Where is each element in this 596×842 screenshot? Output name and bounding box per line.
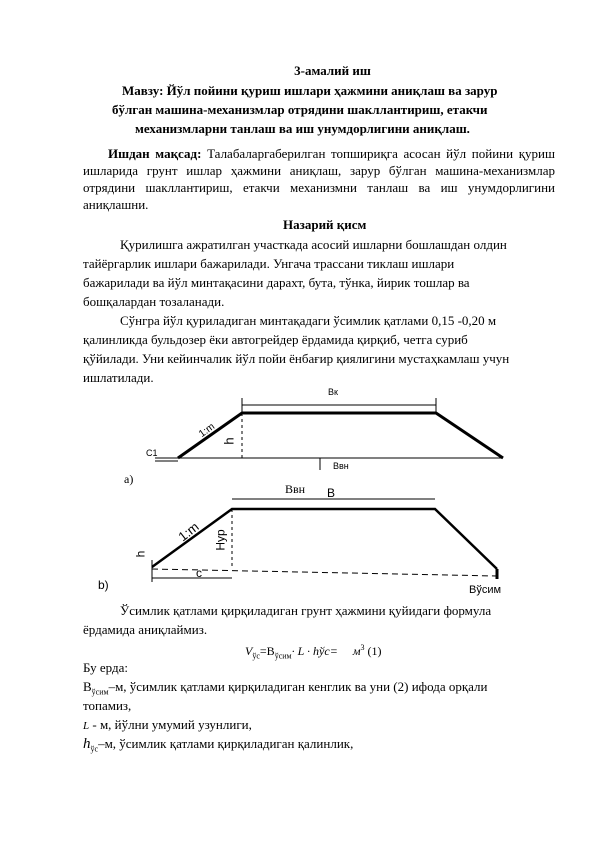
- para3-line-2: ёрдамида аниқлаймиз.: [83, 622, 208, 637]
- def3-text: –м, ўсимлик қатлами қирқиладиган қалинлик,: [98, 736, 354, 751]
- def1-text: –м, ўсимлик қатлами қирқиладиган кенглик ва уни (2) ифода орқали: [108, 679, 488, 694]
- goal-label: Ишдан мақсад:: [108, 146, 202, 161]
- formula-unit-sup: 3: [360, 643, 365, 652]
- para2-line-2: қалинликда бульдозер ёки автогрейдер ёрдамида қирқиб, четга суриб: [83, 332, 468, 347]
- caption-b: Bвн: [285, 482, 306, 496]
- def1-sub: ўсим: [91, 687, 109, 697]
- para2-line-1: Сўнгра йўл қуриладиган минтақадаги ўсимлик қатлами 0,15 -0,20 м: [120, 313, 497, 328]
- def2-line: [83, 717, 252, 734]
- def3-symbol: h: [83, 736, 91, 752]
- dim-bottom-width-b: Bўсим: [469, 584, 502, 596]
- goal-text: Талабаларгаберилган топшириқга асосан йўл пойини қуриш ишларида грунт ишлар ҳажмини аниқлаш, зарур бўлган машина-механизмлар отрядини шакллантириш, етакчи механизмни танлаш ва иш унумдорлигини аниқлашни.: [83, 146, 555, 212]
- def1-line-2: топамиз,: [83, 698, 132, 713]
- slope-label-b: 1:m: [175, 519, 202, 545]
- formula-lhs: V: [245, 644, 253, 658]
- dim-top-width-b: B: [327, 486, 336, 500]
- embankment-b-outline: [152, 509, 497, 569]
- theory-heading: Назарий қисм: [283, 217, 367, 232]
- dim-top-width-a: Bк: [328, 387, 338, 397]
- para1-line-3: бажарилади ва йўл минтақасини дарахт, бута, тўнка, йирик тошлар ва: [83, 275, 470, 290]
- offset-label-b: c: [196, 566, 202, 580]
- ground-line-b: [152, 569, 497, 576]
- formula-number: (1): [367, 644, 382, 658]
- para1-line-2: тайёргарлик ишлари бажарилади. Унгача трассани тиклаш ишлари: [83, 256, 455, 271]
- diagram-b: [152, 509, 497, 569]
- para1-line-4: бошқалардан тозаланади.: [83, 294, 225, 309]
- para2-line-3: қўйилади. Уни кейинчалик йўл пойи ёнбағир қиялигини мустаҳкамлаш учун: [83, 351, 510, 366]
- page-title: 3-амалий иш: [294, 63, 371, 78]
- height-label-b: h: [133, 550, 148, 558]
- topic-text-1: Йўл пойини қуриш ишлари ҳажмини аниқлаш ва зарур: [166, 83, 498, 98]
- para3-line-1: Ўсимлик қатлами қирқиладиган грунт ҳажмини қуйидаги формула: [120, 603, 492, 618]
- topic-line-3: механизмларни танлаш ва иш унумдорлигини аниқлаш.: [135, 121, 470, 136]
- def1-symbol: B: [83, 679, 92, 694]
- inner-height-label-b: Hyp: [213, 529, 228, 551]
- def3-line: [83, 736, 353, 758]
- dim-bottom-width-a: Bвн: [333, 461, 349, 471]
- formula-unit: м: [352, 644, 361, 658]
- formula-rest: · L · hўс=: [291, 644, 338, 658]
- height-label-a: h: [221, 437, 237, 445]
- formula-b-sub: ўсим: [274, 651, 292, 661]
- topic-prefix: Мавзу:: [122, 83, 167, 98]
- topic-line-2: бўлган машина-механизмлар отрядини шакллантириш, етакчи: [112, 102, 488, 117]
- offset-label-a: C1: [146, 448, 158, 458]
- def2-text: - м, йўлни умумий узунлиги,: [92, 717, 252, 732]
- embankment-a-outline: [178, 413, 503, 458]
- formula-lhs-sub: ўс: [252, 651, 260, 661]
- slope-label-a: 1:m: [197, 421, 218, 440]
- formula: [245, 640, 381, 664]
- def2-symbol: L: [83, 720, 90, 732]
- def3-sub: ўс: [90, 744, 99, 754]
- def1-line-1: [83, 679, 488, 701]
- para2-line-4: ишлатилади.: [83, 370, 154, 385]
- diagram-a: [178, 413, 503, 458]
- para1-line-1: Қурилишга ажратилган участкада асосий ишларни бошлашдан олдин: [120, 237, 507, 252]
- where-label: Бу ерда:: [83, 660, 128, 675]
- label-b: b): [98, 578, 109, 592]
- formula-eq: =B: [259, 644, 275, 658]
- label-a: а): [124, 472, 134, 486]
